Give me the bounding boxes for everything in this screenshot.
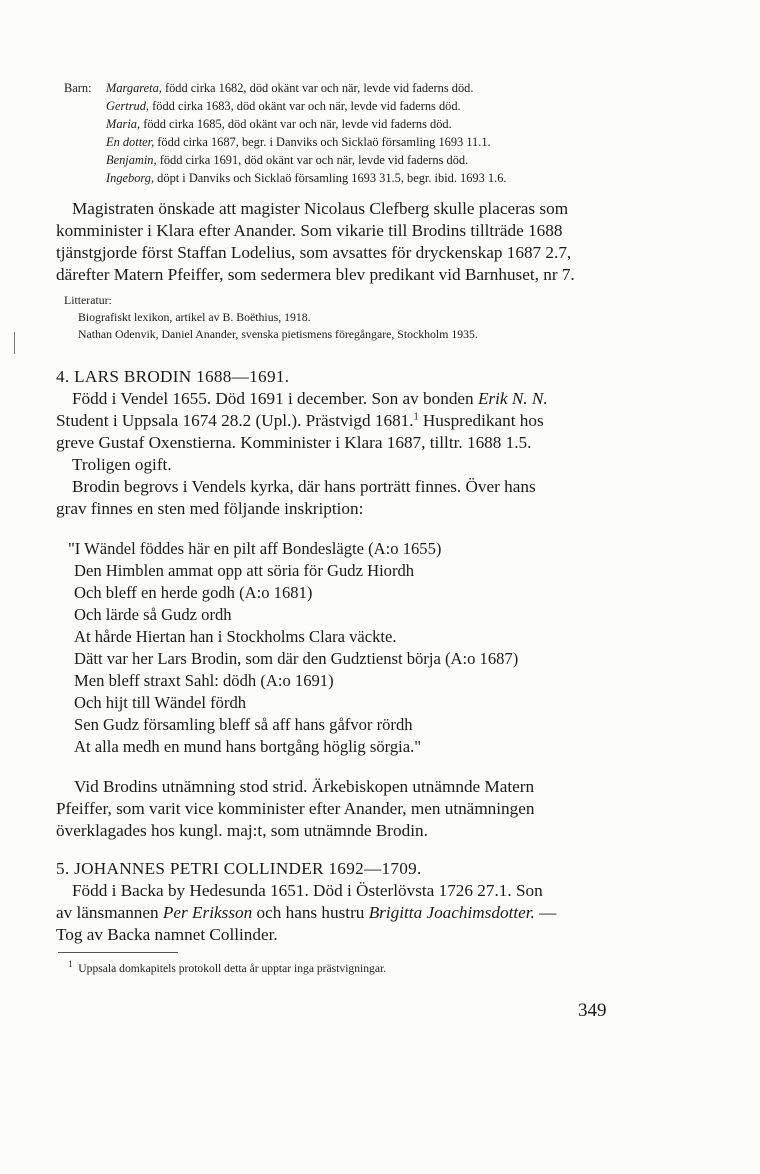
text-line: Tog av Backa namnet Collinder. xyxy=(56,925,278,944)
child-entry: Ingeborg, döpt i Danviks och Sicklaö församling 1693 31.5, begr. ibid. 1693 1.6. xyxy=(106,171,507,185)
poem-line: "I Wändel föddes här en pilt aff Bondeslägte (A:o 1655) xyxy=(68,539,442,558)
poem-line: At hårde Hiertan han i Stockholms Clara väckte. xyxy=(74,627,397,646)
text-line: Troligen ogift. xyxy=(72,455,172,474)
text-line: greve Gustaf Oxenstierna. Komminister i Klara 1687, tilltr. 1688 1.5. xyxy=(56,433,532,452)
footnote-mark: 1 xyxy=(68,959,73,969)
footnote-rule xyxy=(58,952,178,953)
text-line: grav finnes en sten med följande inskription: xyxy=(56,499,364,518)
text-line: Student i Uppsala 1674 28.2 (Upl.). Prästvigd 1681.$^1$ Huspredikant hos xyxy=(56,411,544,430)
child-entry: Maria, född cirka 1685, död okänt var och när, levde vid faderns död. xyxy=(106,117,452,131)
child-entry: En dotter, född cirka 1687, begr. i Danviks och Sicklaö församling 1693 11.1. xyxy=(106,135,491,149)
text-line: Magistraten önskade att magister Nicolaus Clefberg skulle placeras som xyxy=(72,199,569,218)
text-line: Född i Backa by Hedesunda 1651. Död i Österlövsta 1726 27.1. Son xyxy=(72,881,543,900)
section-heading-5: 5. JOHANNES PETRI COLLINDER 1692—1709. xyxy=(56,859,422,878)
text-line: Pfeiffer, som varit vice komminister efter Anander, men utnämningen xyxy=(56,799,535,818)
text-line: överklagades hos kungl. maj:t, som utnämnde Brodin. xyxy=(56,821,428,840)
poem-line: Och hijt till Wändel fördh xyxy=(74,693,247,712)
text-line: Född i Vendel 1655. Död 1691 i december. Son av bonden Erik N. N. xyxy=(72,389,548,408)
section-heading-4: 4. LARS BRODIN 1688—1691. xyxy=(56,367,290,386)
text-line: av länsmannen Per Eriksson och hans hustru Brigitta Joachimsdotter. — xyxy=(56,903,557,922)
child-entry: Gertrud, född cirka 1683, död okänt var och när, levde vid faderns död. xyxy=(106,99,461,113)
poem-line: Sen Gudz församling bleff så aff hans gåfvor rördh xyxy=(74,715,413,734)
text-line: komminister i Klara efter Anander. Som vikarie till Brodins tillträde 1688 xyxy=(56,221,563,240)
child-entry: Margareta, född cirka 1682, död okänt var och när, levde vid faderns död. xyxy=(106,81,474,95)
children-label: Barn: xyxy=(64,81,92,95)
poem-line: Dätt var her Lars Brodin, som där den Gudztienst börja (A:o 1687) xyxy=(74,649,519,668)
footnote-ref: 1 xyxy=(413,411,419,423)
literature-label: Litteratur: xyxy=(64,293,112,307)
poem-line: Och lärde så Gudz ordh xyxy=(74,605,232,624)
text-line: därefter Matern Pfeiffer, som sedermera blev predikant vid Barnhuset, nr 7. xyxy=(56,265,575,284)
poem-line: Men bleff straxt Sahl: dödh (A:o 1691) xyxy=(74,671,334,690)
text-line: Vid Brodins utnämning stod strid. Ärkebiskopen utnämnde Matern xyxy=(74,777,535,796)
poem-line: At alla medh en mund hans bortgång höglig sörgia." xyxy=(74,737,422,756)
text-line: Brodin begrovs i Vendels kyrka, där hans porträtt finnes. Över hans xyxy=(72,477,536,496)
page-number: 349 xyxy=(578,1000,607,1021)
footnote: $^1$ Uppsala domkapitels protokoll detta år upptar inga prästvigningar. xyxy=(68,959,387,975)
poem-line: Och bleff en herde godh (A:o 1681) xyxy=(74,583,313,602)
child-entry: Benjamin, född cirka 1691, död okänt var och när, levde vid faderns död. xyxy=(106,153,469,167)
text-line: tjänstgjorde först Staffan Lodelius, som avsattes för dryckenskap 1687 2.7, xyxy=(56,243,572,262)
literature-item: Biografiskt lexikon, artikel av B. Boëthius, 1918. xyxy=(78,310,311,324)
poem-line: Den Himblen ammat opp att söria för Gudz Hiordh xyxy=(74,561,415,580)
literature-item: Nathan Odenvik, Daniel Anander, svenska pietismens föregångare, Stockholm 1935. xyxy=(78,327,478,341)
margin-mark xyxy=(14,332,15,354)
